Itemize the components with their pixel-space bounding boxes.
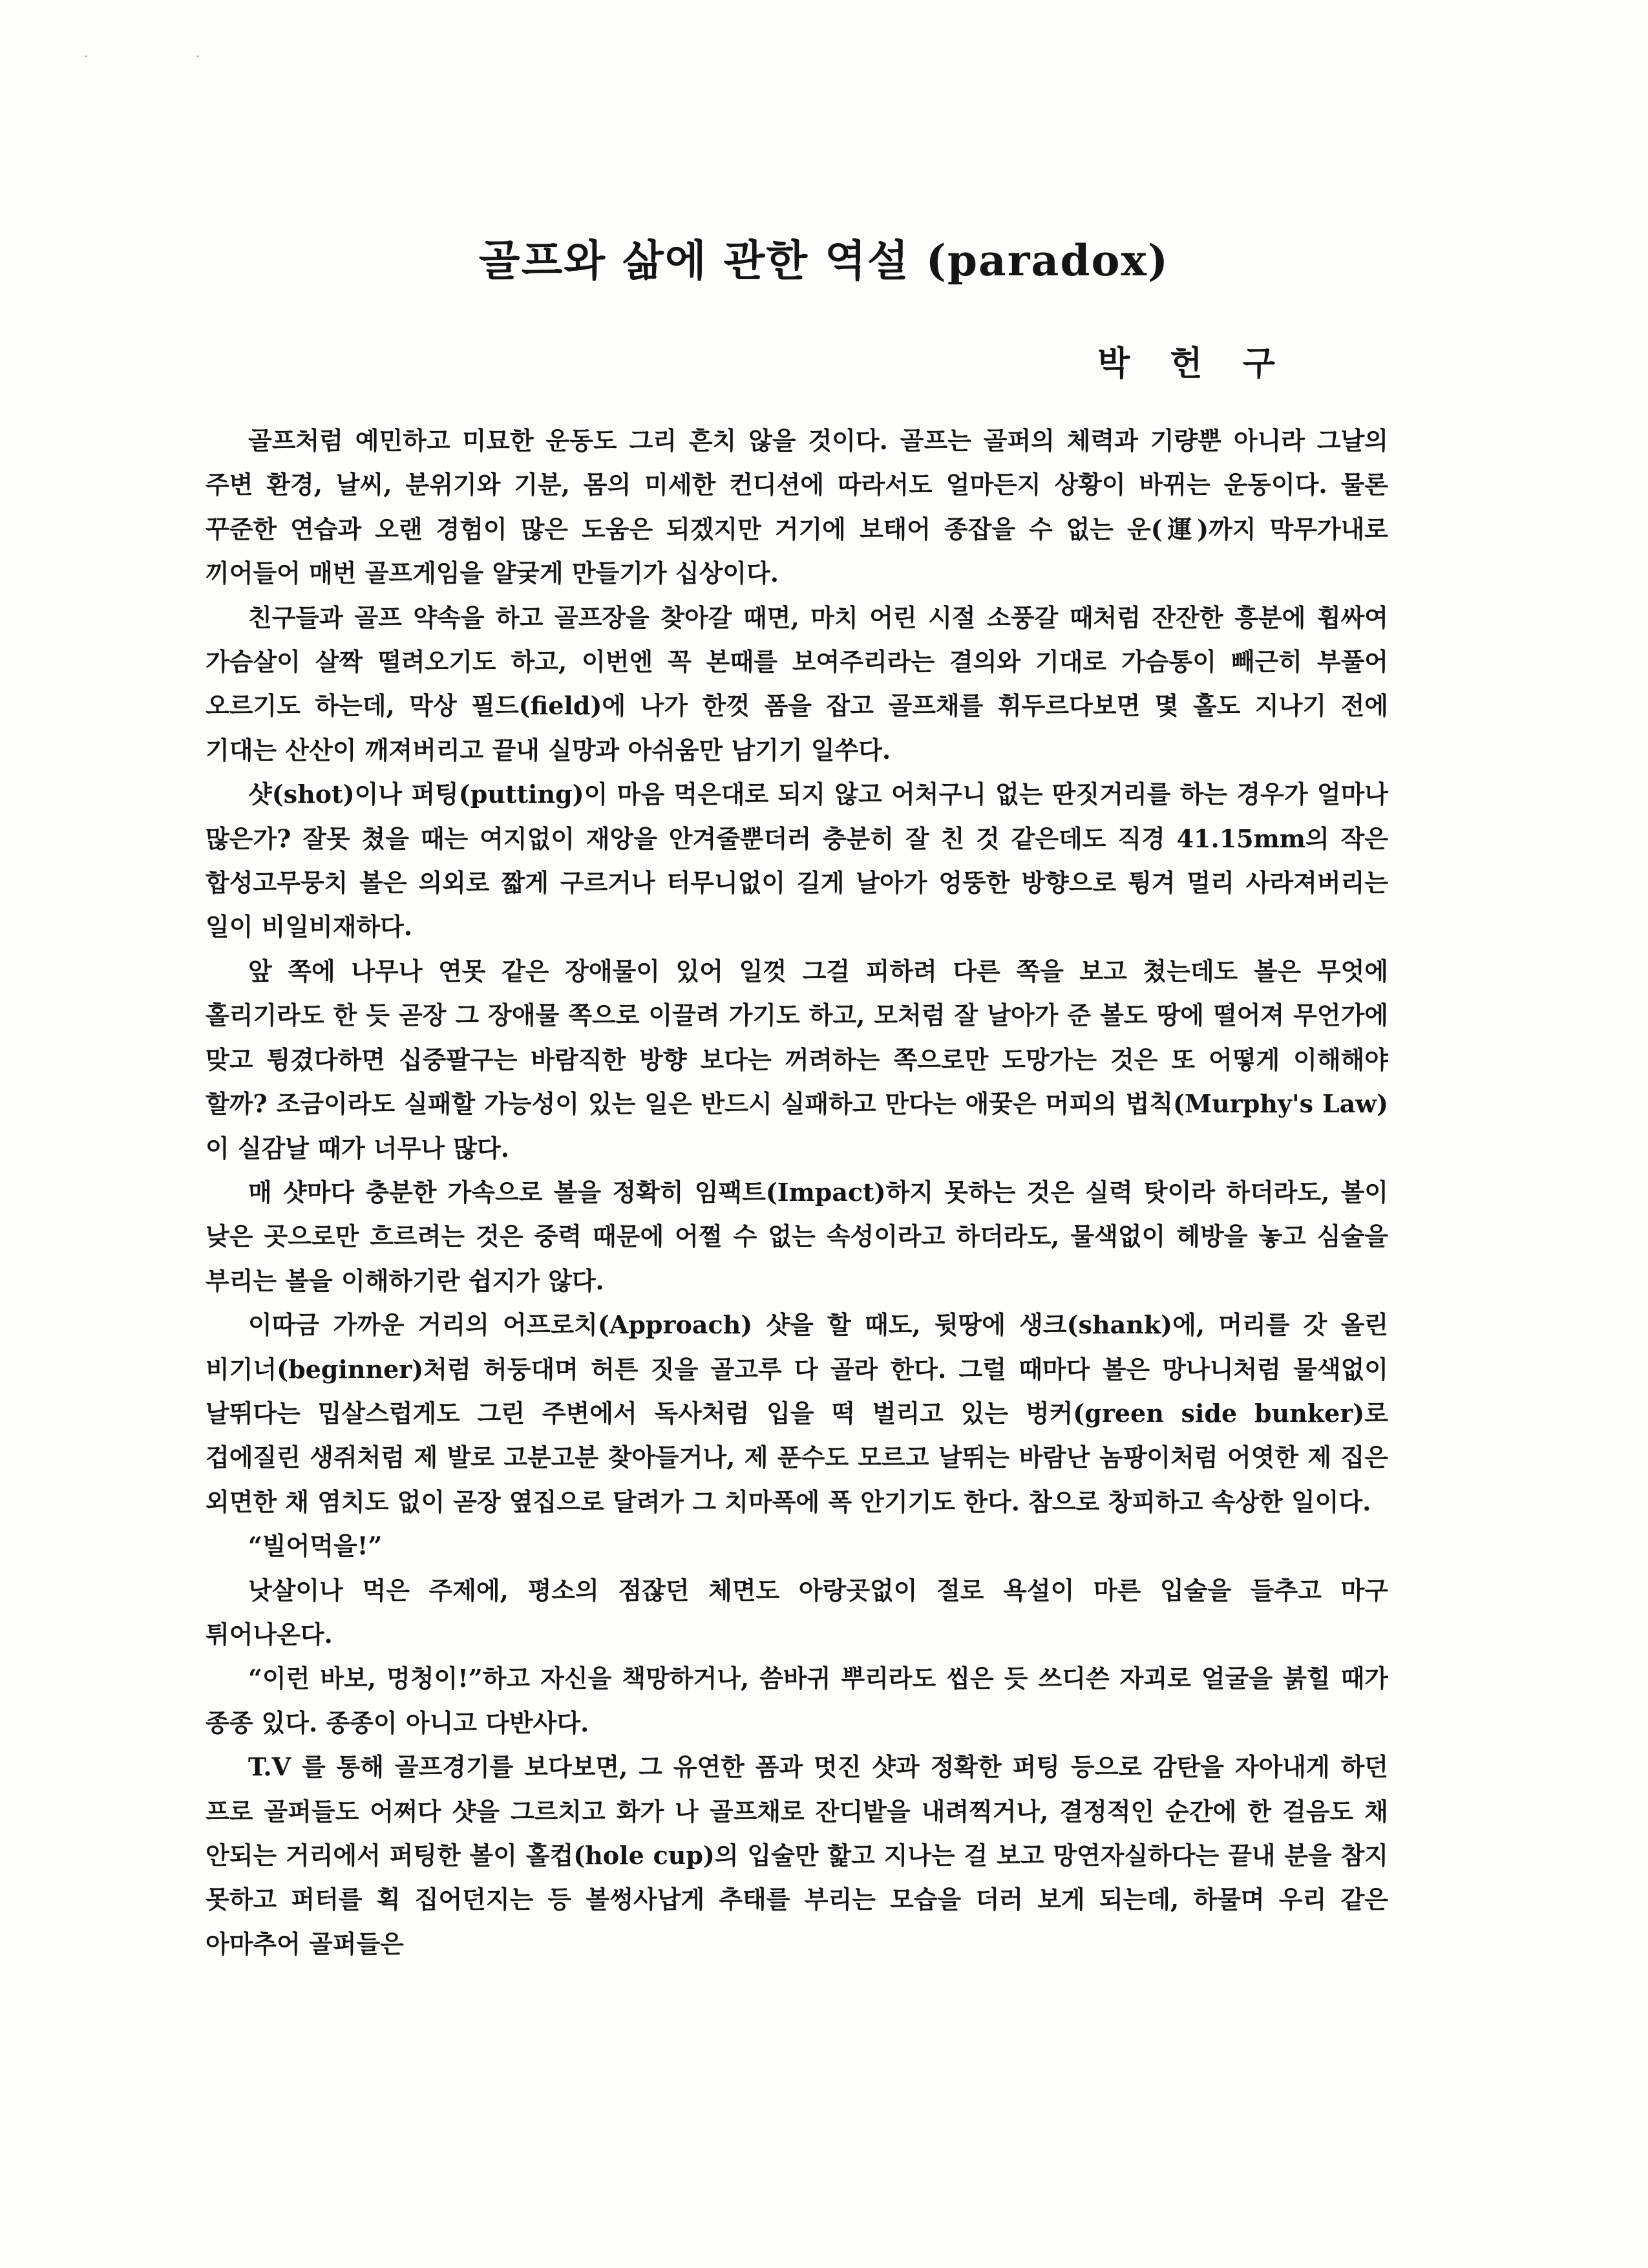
paragraph: 이따금 가까운 거리의 어프로치(Approach) 샷을 할 때도, 뒷땅에 생크(shank)에, 머리를 갓 올린 비기너(beginner)처럼 허둥대며 허튼 짓을 골고루 다 골라 한다. 그럴 때마다 볼은 망나니처럼 물색없이 날뛰다는 밉살스럽게도 그린 주변에서 독사처럼 입을 떡 벌리고 있는 벙커(green side bunker)로 겁에질린 생쥐처럼 제 발로 고분고분 찾아들거나, 제 푼수도 모르고 날뛰는 바람난 놈팡이처럼 어엿한 제 집은 외면한 채 염치도 없이 곧장 옆집으로 달려가 그 치마폭에 폭 안기기도 한다. 참으로 창피하고 속상한 일이다. [206,1310,1388,1516]
paragraph: “이런 바보, 멍청이!”하고 자신을 책망하거나, 씀바귀 뿌리라도 씹은 듯 쓰디쓴 자괴로 얼굴을 붉힐 때가 종종 있다. 종종이 아니고 다반사다. [206,1664,1388,1737]
paragraph: 앞 쪽에 나무나 연못 같은 장애물이 있어 일껏 그걸 피하려 다른 쪽을 보고 쳤는데도 볼은 무엇에 홀리기라도 한 듯 곧장 그 장애물 쪽으로 이끌려 가기도 하고, 모처럼 잘 날아가 준 볼도 땅에 떨어져 무언가에 맞고 튕겼다하면 십중팔구는 바람직한 방향 보다는 꺼려하는 쪽으로만 도망가는 것은 또 어떻게 이해해야 할까? 조금이라도 실패할 가능성이 있는 일은 반드시 실패하고 만다는 애꿎은 머피의 법칙(Murphy's Law)이 실감날 때가 너무나 많다. [206,956,1388,1163]
paragraph: 매 샷마다 충분한 가속으로 볼을 정확히 임팩트(Impact)하지 못하는 것은 실력 탓이라 하더라도, 볼이 낮은 곳으로만 흐르려는 것은 중력 때문에 어쩔 수 없는 속성이라고 하더라도, 물색없이 헤방을 놓고 심술을 부리는 볼을 이해하기란 쉽지가 않다. [206,1177,1388,1295]
document-title: 골프와 삶에 관한 역설 (paradox) [478,235,1170,286]
document-body [206,419,1388,1966]
paragraph: T.V 를 통해 골프경기를 보다보면, 그 유연한 폼과 멋진 샷과 정확한 퍼팅 등으로 감탄을 자아내게 하던 프로 골퍼들도 어쩌다 샷을 그르치고 화가 나 골프채로 잔디밭을 내려찍거나, 결정적인 순간에 한 걸음도 채 안되는 거리에서 퍼팅한 볼이 홀컵(hole cup)의 입술만 핥고 지나는 걸 보고 망연자실하다는 끝내 분을 참지 못하고 퍼터를 획 집어던지는 등 볼썽사납게 추태를 부리는 모습을 더러 보게 되는데, 하물며 우리 같은 아마추어 골퍼들은 [206,1752,1389,1958]
exclamation-quote: “빌어먹을!” [248,1531,383,1561]
author-name: 박 헌 구 [1097,344,1289,383]
paragraph: 골프처럼 예민하고 미묘한 운동도 그리 흔치 않을 것이다. 골프는 골퍼의 체력과 기량뿐 아니라 그날의 주변 환경, 날씨, 분위기와 기분, 몸의 미세한 컨디션에 따라서도 얼마든지 상황이 바뀌는 운동이다. 물론 꾸준한 연습과 오랜 경험이 많은 도움은 되겠지만 거기에 보태어 종잡을 수 없는 운(運)까지 막무가내로 끼어들어 매번 골프게임을 얄궂게 만들기가 십상이다. [206,426,1388,588]
paragraph: 샷(shot)이나 퍼팅(putting)이 마음 먹은대로 되지 않고 어처구니 없는 딴짓거리를 하는 경우가 얼마나 많은가? 잘못 쳤을 때는 여지없이 재앙을 안겨줄뿐더러 충분히 잘 친 것 같은데도 직경 41.15mm의 작은 합성고무뭉치 볼은 의외로 짧게 구르거나 터무니없이 길게 날아가 엉뚱한 방향으로 튕겨 멀리 사라져버리는 일이 비일비재하다. [206,779,1388,942]
paragraph: 낫살이나 먹은 주제에, 평소의 점잖던 체면도 아랑곳없이 절로 욕설이 마른 입술을 들추고 마구 튀어나온다. [206,1575,1388,1649]
paragraph: 친구들과 골프 약속을 하고 골프장을 찾아갈 때면, 마치 어린 시절 소풍갈 때처럼 잔잔한 흥분에 휩싸여 가슴살이 살짝 떨려오기도 하고, 이번엔 꼭 본때를 보여주리라는 결의와 기대로 가슴통이 빼근히 부풀어 오르기도 하는데, 막상 필드(field)에 나가 한껏 폼을 잡고 골프채를 휘두르다보면 몇 홀도 지나기 전에 기대는 산산이 깨져버리고 끝내 실망과 아쉬움만 남기기 일쑤다. [206,602,1388,765]
scan-specks: · · [84,48,252,64]
